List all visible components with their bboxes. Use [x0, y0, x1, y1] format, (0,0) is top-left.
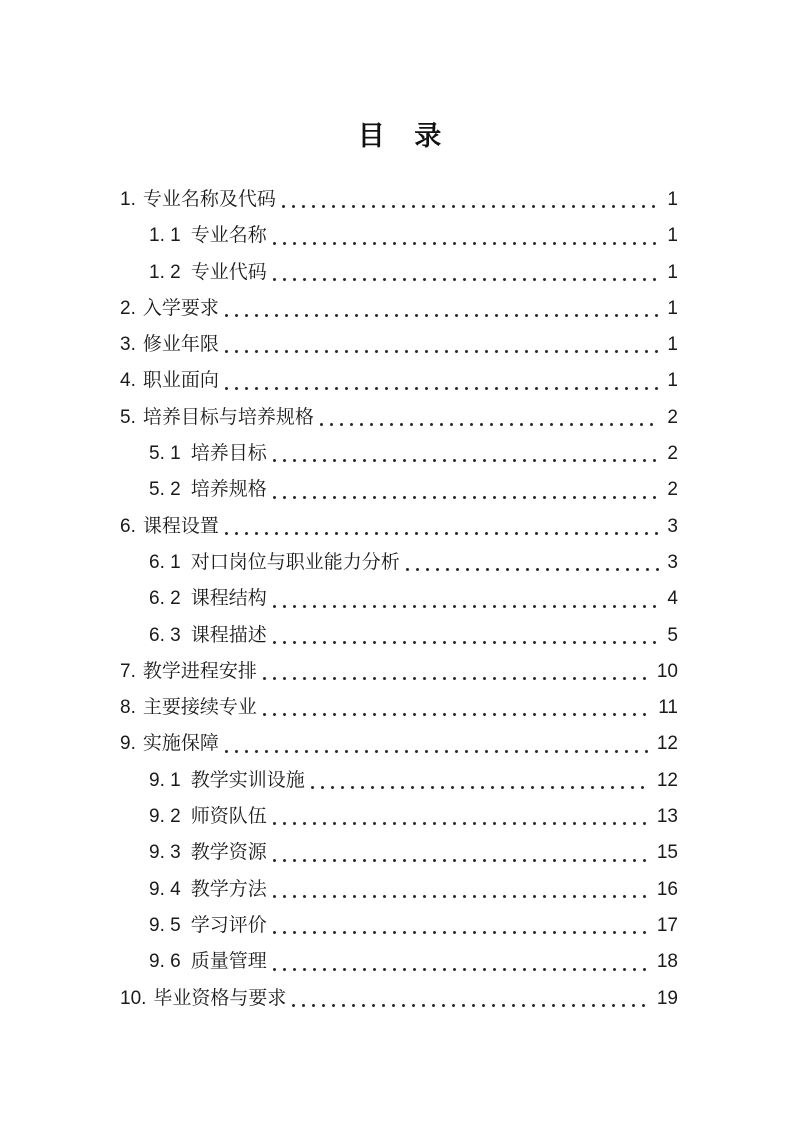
toc-entry-title: 修业年限: [142, 334, 219, 356]
toc-entry-page-number: 2: [667, 479, 678, 501]
dot-leader: [406, 545, 660, 581]
toc-entry-page-number: 2: [667, 406, 678, 428]
toc-entry-number: 2.: [120, 297, 136, 319]
dot-leader: [273, 618, 660, 654]
toc-entry: [120, 835, 678, 871]
toc-entry: [120, 472, 678, 508]
toc-entry-title: 培养目标: [190, 443, 267, 465]
dot-leader: [225, 291, 660, 327]
toc-entry: [120, 944, 678, 980]
toc-entry-page-number: 1: [667, 297, 678, 319]
toc-entry-title: 专业名称及代码: [142, 189, 276, 210]
toc-entry-page-number: 19: [656, 987, 678, 1009]
toc-entry-title: 学习评价: [190, 914, 267, 936]
dot-leader: [273, 944, 649, 980]
toc-entry: [120, 363, 678, 399]
toc-entry-page-number: 3: [667, 551, 678, 573]
toc-entry-number: 6. 1: [149, 551, 181, 573]
toc-entry-page-number: 11: [658, 697, 678, 719]
dot-leader: [273, 436, 660, 472]
toc-entry-number: 1. 1: [149, 225, 181, 247]
toc-entry-page-number: 12: [656, 733, 678, 755]
toc-entry-number: 8.: [120, 697, 136, 719]
toc-entry: [120, 182, 678, 218]
toc-entry-number: 6. 2: [149, 588, 181, 610]
toc-entry-number: 9. 2: [149, 806, 181, 828]
toc-entry-title: 教学资源: [190, 842, 267, 864]
toc-entry: [120, 690, 678, 726]
table-of-contents: [120, 182, 678, 1017]
toc-entry-number: 9. 4: [149, 878, 181, 900]
toc-entry-page-number: 1: [667, 370, 678, 392]
dot-leader: [273, 872, 649, 908]
toc-entry-page-number: 17: [656, 914, 678, 936]
toc-entry-title: 对口岗位与职业能力分析: [190, 551, 400, 573]
toc-entry: [120, 581, 678, 617]
toc-entry: [120, 908, 678, 944]
toc-entry-page-number: 16: [656, 878, 678, 900]
toc-entry-page-number: 4: [667, 588, 678, 610]
dot-leader: [273, 472, 660, 508]
toc-entry: [120, 872, 678, 908]
toc-entry-title: 职业面向: [142, 370, 219, 392]
toc-entry-number: 7.: [120, 660, 136, 682]
toc-entry-number: 6.: [120, 515, 136, 537]
toc-entry: [120, 400, 678, 436]
toc-entry-title: 师资队伍: [190, 806, 267, 828]
toc-entry-number: 1. 2: [149, 261, 181, 283]
toc-entry-page-number: 15: [656, 842, 678, 864]
toc-entry-number: 3.: [120, 334, 136, 356]
toc-entry-title: 质量管理: [190, 951, 267, 973]
dot-leader: [225, 363, 660, 399]
toc-entry-number: 9. 3: [149, 842, 181, 864]
dot-leader: [273, 581, 660, 617]
toc-entry: [120, 799, 678, 835]
toc-entry: [120, 291, 678, 327]
toc-entry-page-number: 3: [667, 515, 678, 537]
dot-leader: [225, 726, 649, 762]
toc-entry-title: 课程设置: [142, 515, 219, 537]
toc-entry-page-number: 1: [667, 189, 678, 210]
dot-leader: [320, 400, 660, 436]
page-title: 目 录: [357, 121, 443, 151]
dot-leader: [273, 908, 649, 944]
toc-entry-number: 9. 6: [149, 951, 181, 973]
dot-leader: [273, 218, 660, 254]
toc-entry: [120, 545, 678, 581]
toc-entry-page-number: 1: [667, 334, 678, 356]
toc-entry-title: 专业名称: [190, 225, 267, 247]
dot-leader: [273, 255, 660, 291]
toc-entry-page-number: 1: [667, 225, 678, 247]
toc-entry-number: 9. 5: [149, 914, 181, 936]
toc-entry: [120, 218, 678, 254]
dot-leader: [282, 182, 660, 218]
dot-leader: [263, 690, 650, 726]
toc-entry: [120, 726, 678, 762]
dot-leader: [225, 327, 660, 363]
dot-leader: [292, 981, 648, 1017]
toc-entry-page-number: 13: [656, 806, 678, 828]
toc-entry-page-number: 12: [656, 769, 678, 791]
toc-entry-number: 10.: [120, 987, 147, 1009]
toc-entry: [120, 255, 678, 291]
toc-entry-title: 课程描述: [190, 624, 267, 646]
toc-entry-number: 5. 1: [149, 443, 181, 465]
toc-entry-page-number: 18: [656, 951, 678, 973]
toc-entry-title: 专业代码: [190, 261, 267, 283]
toc-entry: [120, 436, 678, 472]
toc-entry: [120, 618, 678, 654]
toc-entry-number: 1.: [120, 189, 136, 210]
dot-leader: [273, 835, 649, 871]
toc-entry: [120, 981, 678, 1017]
dot-leader: [263, 654, 649, 690]
toc-entry-title: 课程结构: [190, 588, 267, 610]
dot-leader: [225, 509, 660, 545]
dot-leader: [311, 763, 649, 799]
toc-entry: [120, 654, 678, 690]
toc-entry-title: 毕业资格与要求: [153, 987, 287, 1009]
toc-entry-number: 9.: [120, 733, 136, 755]
toc-entry-page-number: 5: [667, 624, 678, 646]
toc-entry-title: 主要接续专业: [142, 697, 257, 719]
toc-entry-page-number: 10: [656, 660, 678, 682]
toc-entry-title: 入学要求: [142, 297, 219, 319]
toc-entry-title: 培养目标与培养规格: [142, 406, 314, 428]
toc-entry: [120, 763, 678, 799]
dot-leader: [273, 799, 649, 835]
toc-entry-title: 教学方法: [190, 878, 267, 900]
toc-entry-page-number: 1: [667, 261, 678, 283]
toc-entry-title: 教学实训设施: [190, 769, 305, 791]
toc-entry-number: 9. 1: [149, 769, 181, 791]
toc-entry: [120, 327, 678, 363]
toc-entry-number: 4.: [120, 370, 136, 392]
toc-entry-number: 5.: [120, 406, 136, 428]
toc-entry-title: 教学进程安排: [142, 660, 257, 682]
toc-entry-page-number: 2: [667, 443, 678, 465]
toc-entry-title: 培养规格: [190, 479, 267, 501]
toc-entry-number: 6. 3: [149, 624, 181, 646]
toc-entry: [120, 509, 678, 545]
toc-entry-title: 实施保障: [142, 733, 219, 755]
toc-entry-number: 5. 2: [149, 479, 181, 501]
